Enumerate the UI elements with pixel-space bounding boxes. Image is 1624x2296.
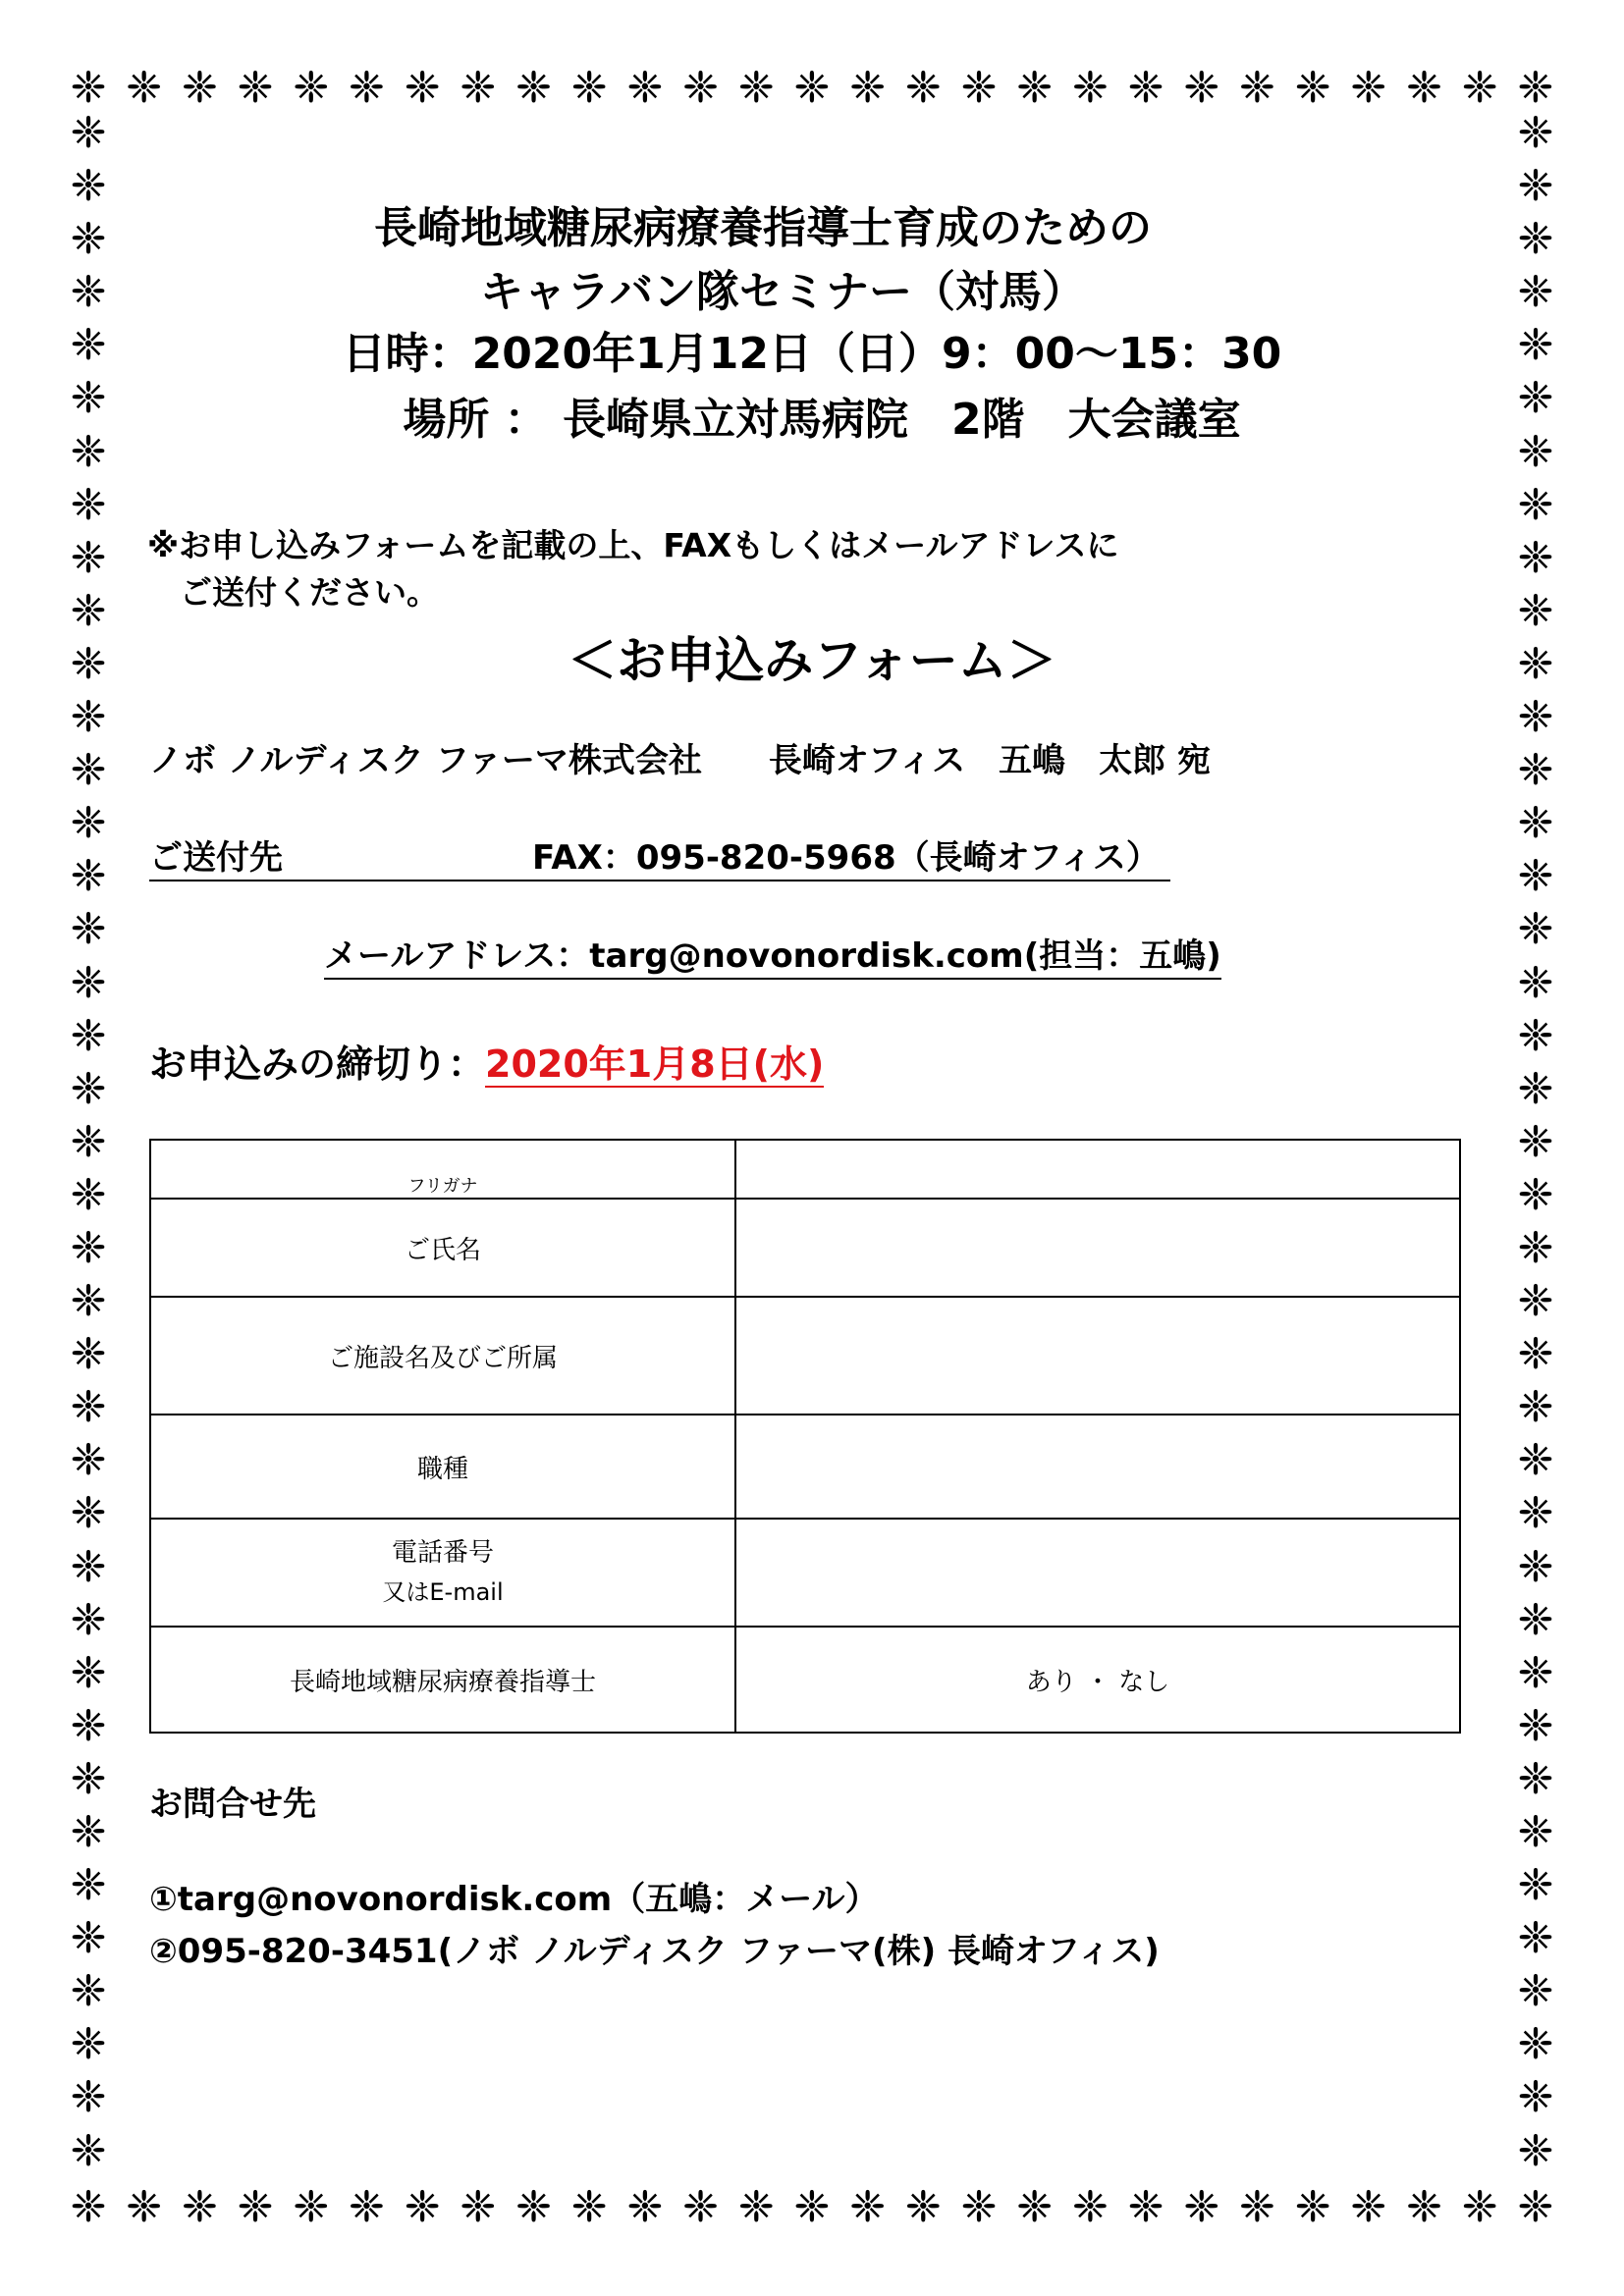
border-star-icon: ❈ [70, 1488, 107, 1539]
table-row [150, 1297, 1460, 1415]
form-heading: ＜お申込みフォーム＞ [568, 632, 1056, 689]
border-star-icon: ❈ [1517, 2182, 1554, 2232]
occupation-field[interactable] [735, 1415, 1460, 1519]
border-star-icon: ❈ [849, 63, 887, 113]
border-star-icon: ❈ [237, 2182, 274, 2232]
contact-heading: お問合せ先 [149, 1785, 316, 1824]
border-star-icon: ❈ [70, 1860, 107, 1911]
border-star-icon: ❈ [1517, 214, 1554, 265]
border-star-icon: ❈ [1517, 851, 1554, 902]
border-star-icon: ❈ [70, 1966, 107, 2017]
border-star-icon: ❈ [70, 1222, 107, 1273]
border-star-icon: ❈ [70, 1913, 107, 1964]
contact-phone[interactable]: ②095-820-3451(ノボ ノルディスク ファーマ(株) 長崎オフィス) [149, 1932, 1160, 1971]
border-star-icon: ❈ [1517, 532, 1554, 583]
border-star-icon: ❈ [1517, 161, 1554, 212]
border-star-icon: ❈ [1517, 108, 1554, 158]
border-star-icon: ❈ [1294, 2182, 1331, 2232]
border-star-icon: ❈ [70, 479, 107, 530]
border-star-icon: ❈ [793, 63, 831, 113]
border-star-icon: ❈ [70, 1807, 107, 1857]
border-star-icon: ❈ [70, 851, 107, 902]
border-star-icon: ❈ [70, 957, 107, 1008]
border-star-icon: ❈ [1517, 1435, 1554, 1486]
instruction-line-2: ご送付ください。 [147, 573, 439, 612]
border-star-icon: ❈ [349, 2182, 385, 2232]
border-star-icon: ❈ [70, 745, 107, 796]
border-star-icon: ❈ [70, 1169, 107, 1220]
border-star-icon: ❈ [1350, 63, 1387, 113]
border-star-icon: ❈ [70, 320, 107, 371]
border-star-icon: ❈ [1294, 63, 1331, 113]
border-star-icon: ❈ [1517, 1700, 1554, 1751]
border-star-icon: ❈ [570, 2182, 608, 2232]
border-star-icon: ❈ [1071, 2182, 1109, 2232]
border-top [65, 65, 1559, 112]
certified-label: 長崎地域糖尿病療養指導士 [150, 1627, 735, 1733]
border-star-icon: ❈ [460, 63, 497, 113]
border-star-icon: ❈ [70, 904, 107, 955]
border-star-icon: ❈ [293, 2182, 330, 2232]
border-star-icon: ❈ [626, 2182, 664, 2232]
border-star-icon: ❈ [70, 267, 107, 318]
border-star-icon: ❈ [1517, 1913, 1554, 1964]
border-star-icon: ❈ [1350, 2182, 1387, 2232]
name-label: ご氏名 [150, 1199, 735, 1297]
border-star-icon: ❈ [1517, 1541, 1554, 1592]
border-star-icon: ❈ [1517, 1276, 1554, 1327]
name-field[interactable] [735, 1199, 1460, 1297]
border-star-icon: ❈ [793, 2182, 831, 2232]
border-star-icon: ❈ [1517, 63, 1554, 113]
border-star-icon: ❈ [70, 426, 107, 477]
border-star-icon: ❈ [70, 798, 107, 849]
border-star-icon: ❈ [1517, 1329, 1554, 1380]
table-row [150, 1627, 1460, 1733]
border-star-icon: ❈ [70, 1276, 107, 1327]
border-star-icon: ❈ [70, 108, 107, 158]
furigana-field[interactable] [735, 1140, 1460, 1199]
border-star-icon: ❈ [1239, 2182, 1275, 2232]
event-title: 長崎地域糖尿病療養指導士育成のための [374, 203, 1152, 253]
border-star-icon: ❈ [1183, 63, 1220, 113]
border-star-icon: ❈ [1517, 1594, 1554, 1645]
phone-label [150, 1519, 735, 1627]
border-star-icon: ❈ [70, 2182, 107, 2232]
border-star-icon: ❈ [349, 63, 385, 113]
table-row [150, 1415, 1460, 1519]
border-star-icon: ❈ [737, 63, 775, 113]
application-form-table [149, 1139, 1461, 1734]
border-star-icon: ❈ [70, 1116, 107, 1167]
border-star-icon: ❈ [570, 63, 608, 113]
border-star-icon: ❈ [1517, 373, 1554, 424]
border-star-icon: ❈ [293, 63, 330, 113]
border-star-icon: ❈ [1517, 320, 1554, 371]
event-subtitle: キャラバン隊セミナー（対馬） [480, 267, 1085, 317]
border-star-icon: ❈ [1517, 2125, 1554, 2176]
border-star-icon: ❈ [904, 2182, 942, 2232]
border-star-icon: ❈ [1517, 1807, 1554, 1857]
border-star-icon: ❈ [70, 1541, 107, 1592]
instruction-note [147, 522, 1375, 616]
border-star-icon: ❈ [70, 1753, 107, 1804]
border-star-icon: ❈ [1517, 1382, 1554, 1433]
border-star-icon: ❈ [70, 63, 107, 113]
table-row [150, 1519, 1460, 1627]
contact-email[interactable]: ①targ@novonordisk.com（五嶋：メール） [149, 1880, 879, 1919]
border-star-icon: ❈ [1239, 63, 1275, 113]
border-star-icon: ❈ [70, 1063, 107, 1114]
border-star-icon: ❈ [1517, 2072, 1554, 2123]
border-star-icon: ❈ [70, 373, 107, 424]
border-star-icon: ❈ [626, 63, 664, 113]
border-star-icon: ❈ [1517, 1860, 1554, 1911]
border-star-icon: ❈ [70, 1382, 107, 1433]
border-star-icon: ❈ [126, 63, 163, 113]
border-star-icon: ❈ [70, 2072, 107, 2123]
border-star-icon: ❈ [515, 63, 552, 113]
border-star-icon: ❈ [1517, 1169, 1554, 1220]
border-star-icon: ❈ [237, 63, 274, 113]
facility-label: ご施設名及びご所属 [150, 1297, 735, 1415]
deadline [149, 1039, 824, 1090]
border-star-icon: ❈ [70, 585, 107, 636]
border-star-icon: ❈ [1517, 692, 1554, 743]
border-star-icon: ❈ [404, 63, 441, 113]
border-star-icon: ❈ [1517, 1966, 1554, 2017]
border-star-icon: ❈ [70, 161, 107, 212]
border-star-icon: ❈ [904, 63, 942, 113]
table-row [150, 1199, 1460, 1297]
border-star-icon: ❈ [1517, 957, 1554, 1008]
send-to-fax [149, 836, 1170, 881]
border-star-icon: ❈ [1016, 63, 1054, 113]
border-star-icon: ❈ [1517, 1647, 1554, 1698]
border-star-icon: ❈ [1517, 426, 1554, 477]
border-star-icon: ❈ [1517, 904, 1554, 955]
border-star-icon: ❈ [70, 1647, 107, 1698]
border-star-icon: ❈ [737, 2182, 775, 2232]
border-star-icon: ❈ [960, 2182, 998, 2232]
send-to-mail[interactable]: メールアドレス：targ@novonordisk.com(担当：五嶋) [324, 934, 1221, 980]
border-star-icon: ❈ [1517, 745, 1554, 796]
border-star-icon: ❈ [1517, 1753, 1554, 1804]
border-star-icon: ❈ [1517, 638, 1554, 689]
occupation-label: 職種 [150, 1415, 735, 1519]
border-star-icon: ❈ [1517, 2019, 1554, 2070]
border-star-icon: ❈ [1517, 267, 1554, 318]
border-star-icon: ❈ [515, 2182, 552, 2232]
border-star-icon: ❈ [70, 638, 107, 689]
border-star-icon: ❈ [70, 1329, 107, 1380]
send-to-label: ご送付先 [149, 838, 283, 878]
border-star-icon: ❈ [181, 63, 218, 113]
instruction-line-1: ※お申し込みフォームを記載の上、FAXもしくはメールアドレスに [147, 526, 1119, 564]
border-star-icon: ❈ [682, 2182, 719, 2232]
border-star-icon: ❈ [1127, 2182, 1164, 2232]
border-star-icon: ❈ [849, 2182, 887, 2232]
event-venue: 場所 ： 長崎県立対馬病院 2階 大会議室 [403, 395, 1241, 445]
border-star-icon: ❈ [70, 1010, 107, 1061]
border-star-icon: ❈ [1071, 63, 1109, 113]
border-star-icon: ❈ [460, 2182, 497, 2232]
border-star-icon: ❈ [682, 63, 719, 113]
border-star-icon: ❈ [1517, 1010, 1554, 1061]
deadline-label: お申込みの締切り： [149, 1042, 486, 1086]
border-star-icon: ❈ [70, 214, 107, 265]
border-star-icon: ❈ [70, 2019, 107, 2070]
border-star-icon: ❈ [1517, 1222, 1554, 1273]
border-star-icon: ❈ [960, 63, 998, 113]
border-star-icon: ❈ [126, 2182, 163, 2232]
event-datetime: 日時：2020年1月12日（日）9：00〜15：30 [342, 329, 1282, 379]
phone-label-line-1: 電話番号 [391, 1538, 494, 1568]
phone-label-line-2: 又はE-mail [382, 1578, 504, 1606]
border-star-icon: ❈ [1517, 585, 1554, 636]
facility-field[interactable] [735, 1297, 1460, 1415]
table-row [150, 1140, 1460, 1199]
border-star-icon: ❈ [1517, 1488, 1554, 1539]
border-star-icon: ❈ [1517, 798, 1554, 849]
phone-field[interactable] [735, 1519, 1460, 1627]
border-star-icon: ❈ [1461, 63, 1498, 113]
border-star-icon: ❈ [1127, 63, 1164, 113]
fax-number: FAX：095-820-5968（長崎オフィス） [532, 838, 1160, 878]
deadline-date: 2020年1月8日(水) [485, 1042, 825, 1086]
border-star-icon: ❈ [1016, 2182, 1054, 2232]
border-star-icon: ❈ [1461, 2182, 1498, 2232]
border-star-icon: ❈ [70, 1594, 107, 1645]
border-star-icon: ❈ [70, 692, 107, 743]
border-star-icon: ❈ [70, 532, 107, 583]
border-bottom [65, 2184, 1559, 2231]
border-star-icon: ❈ [70, 1435, 107, 1486]
border-star-icon: ❈ [181, 2182, 218, 2232]
border-star-icon: ❈ [1406, 2182, 1442, 2232]
addressee: ノボ ノルディスク ファーマ株式会社 長崎オフィス 五嶋 太郎 宛 [149, 741, 1212, 780]
border-star-icon: ❈ [70, 2125, 107, 2176]
furigana-label: フリガナ [150, 1140, 735, 1199]
border-star-icon: ❈ [1517, 479, 1554, 530]
border-star-icon: ❈ [1517, 1063, 1554, 1114]
border-star-icon: ❈ [1517, 1116, 1554, 1167]
border-star-icon: ❈ [404, 2182, 441, 2232]
border-star-icon: ❈ [70, 1700, 107, 1751]
certified-choice[interactable]: あり ・ なし [735, 1627, 1460, 1733]
border-star-icon: ❈ [1406, 63, 1442, 113]
border-star-icon: ❈ [1183, 2182, 1220, 2232]
